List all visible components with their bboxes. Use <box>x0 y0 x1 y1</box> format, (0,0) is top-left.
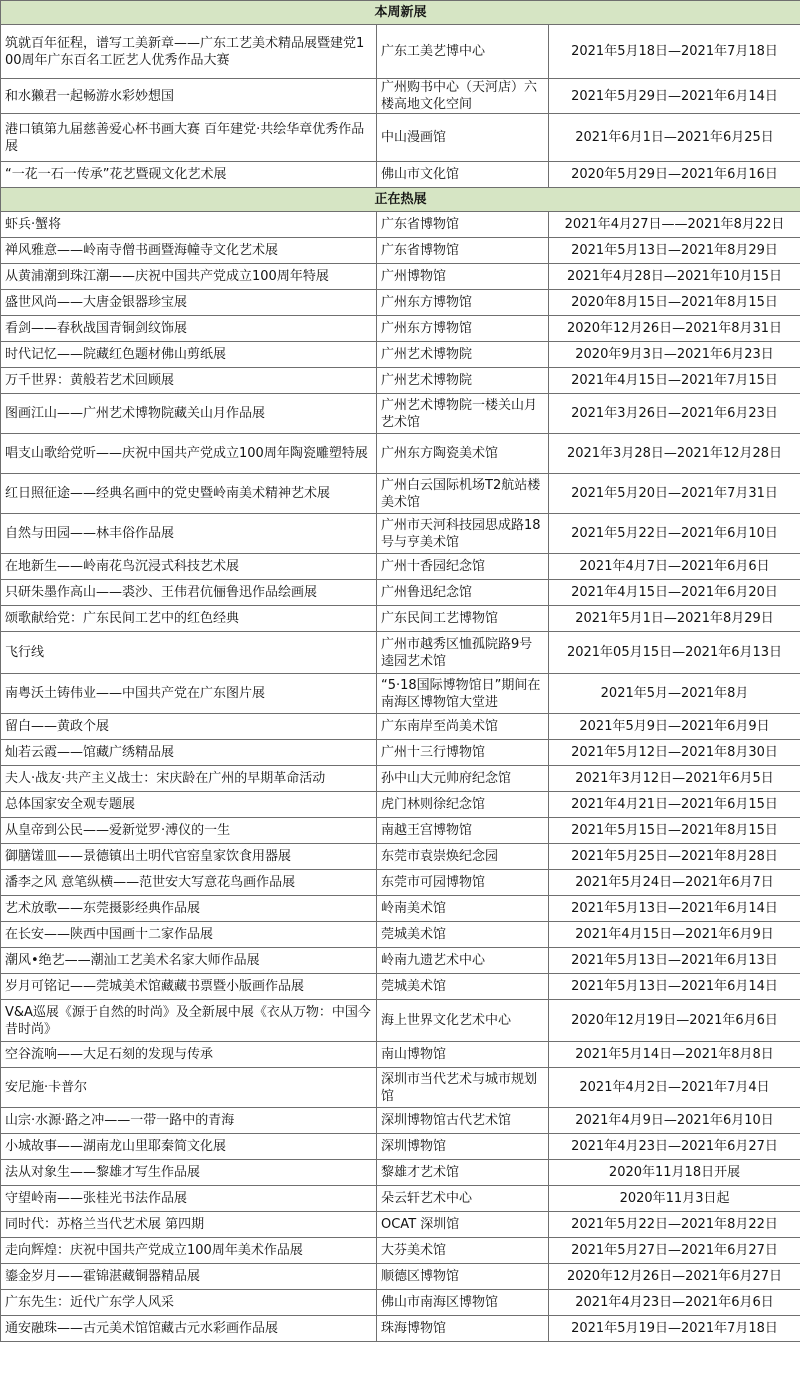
exhibition-name-cell: 虾兵·蟹将 <box>1 212 377 238</box>
table-row <box>1 1108 800 1134</box>
venue-cell: 莞城美术馆 <box>377 922 549 948</box>
date-cell: 2021年5月22日—2021年8月22日 <box>549 1212 800 1238</box>
venue-cell: 深圳博物馆古代艺术馆 <box>377 1108 549 1134</box>
table-row <box>1 1134 800 1160</box>
date-cell: 2021年4月28日—2021年10月15日 <box>549 264 800 290</box>
venue-cell: 广东工美艺博中心 <box>377 25 549 79</box>
table-row <box>1 79 800 114</box>
date-cell: 2021年5月14日—2021年8月8日 <box>549 1042 800 1068</box>
exhibition-name-cell: 唱支山歌给党听——庆祝中国共产党成立100周年陶瓷雕塑特展 <box>1 434 377 474</box>
table-row <box>1 238 800 264</box>
date-cell: 2021年5月13日—2021年8月29日 <box>549 238 800 264</box>
table-row <box>1 714 800 740</box>
date-cell: 2021年3月26日—2021年6月23日 <box>549 394 800 434</box>
exhibition-name-cell: 禅风雅意——岭南寺僧书画暨海幢寺文化艺术展 <box>1 238 377 264</box>
exhibition-name-cell: 艺术放歌——东莞摄影经典作品展 <box>1 896 377 922</box>
table-row <box>1 792 800 818</box>
table-row <box>1 606 800 632</box>
exhibition-name-cell: 港口镇第九届慈善爱心杯书画大赛 百年建党·共绘华章优秀作品展 <box>1 114 377 162</box>
exhibition-name-cell: 小城故事——湖南龙山里耶秦简文化展 <box>1 1134 377 1160</box>
date-cell: 2021年4月15日—2021年6月9日 <box>549 922 800 948</box>
date-cell: 2021年4月9日—2021年6月10日 <box>549 1108 800 1134</box>
date-cell: 2021年4月2日—2021年7月4日 <box>549 1068 800 1108</box>
section-header-row <box>1 188 800 212</box>
table-row <box>1 1042 800 1068</box>
table-row <box>1 766 800 792</box>
table-row <box>1 394 800 434</box>
venue-cell: 珠海博物馆 <box>377 1316 549 1342</box>
venue-cell: 海上世界文化艺术中心 <box>377 1000 549 1042</box>
date-cell: 2021年4月23日—2021年6月27日 <box>549 1134 800 1160</box>
venue-cell: 广州艺术博物院 <box>377 342 549 368</box>
venue-cell: 岭南美术馆 <box>377 896 549 922</box>
table-row <box>1 434 800 474</box>
exhibition-name-cell: 红日照征途——经典名画中的党史暨岭南美术精神艺术展 <box>1 474 377 514</box>
exhibition-name-cell: 空谷流响——大足石刻的发现与传承 <box>1 1042 377 1068</box>
exhibition-name-cell: 看剑——春秋战国青铜剑纹饰展 <box>1 316 377 342</box>
table-row <box>1 474 800 514</box>
date-cell: 2020年5月29日—2021年6月16日 <box>549 162 800 188</box>
venue-cell: 南山博物馆 <box>377 1042 549 1068</box>
exhibition-name-cell: 时代记忆——院藏红色题材佛山剪纸展 <box>1 342 377 368</box>
venue-cell: 广州东方陶瓷美术馆 <box>377 434 549 474</box>
table-row <box>1 674 800 714</box>
table-row <box>1 114 800 162</box>
venue-cell: 广州购书中心（天河店）六楼高地文化空间 <box>377 79 549 114</box>
date-cell: 2021年5月19日—2021年7月18日 <box>549 1316 800 1342</box>
venue-cell: 广州十香园纪念馆 <box>377 554 549 580</box>
section-header-row <box>1 1 800 25</box>
date-cell: 2021年5月20日—2021年7月31日 <box>549 474 800 514</box>
venue-cell: 佛山市南海区博物馆 <box>377 1290 549 1316</box>
exhibition-name-cell: 夫人·战友·共产主义战士：宋庆龄在广州的早期革命活动 <box>1 766 377 792</box>
exhibition-name-cell: 自然与田园——林丰俗作品展 <box>1 514 377 554</box>
date-cell: 2021年4月15日—2021年6月20日 <box>549 580 800 606</box>
date-cell: 2021年5月13日—2021年6月14日 <box>549 974 800 1000</box>
exhibition-name-cell: 筑就百年征程，谱写工美新章——广东工艺美术精品展暨建党100周年广东百名工匠艺人优秀作品大赛 <box>1 25 377 79</box>
table-row <box>1 554 800 580</box>
date-cell: 2021年6月1日—2021年6月25日 <box>549 114 800 162</box>
venue-cell: 佛山市文化馆 <box>377 162 549 188</box>
date-cell: 2020年12月26日—2021年8月31日 <box>549 316 800 342</box>
date-cell: 2021年4月23日—2021年6月6日 <box>549 1290 800 1316</box>
venue-cell: 广州东方博物馆 <box>377 316 549 342</box>
table-row <box>1 1290 800 1316</box>
date-cell: 2020年11月18日开展 <box>549 1160 800 1186</box>
date-cell: 2021年5月25日—2021年8月28日 <box>549 844 800 870</box>
exhibition-name-cell: 守望岭南——张桂光书法作品展 <box>1 1186 377 1212</box>
table-row <box>1 896 800 922</box>
date-cell: 2020年8月15日—2021年8月15日 <box>549 290 800 316</box>
table-row <box>1 1212 800 1238</box>
table-row <box>1 922 800 948</box>
exhibition-name-cell: 通安融珠——古元美术馆馆藏古元水彩画作品展 <box>1 1316 377 1342</box>
exhibition-name-cell: 盛世风尚——大唐金银器珍宝展 <box>1 290 377 316</box>
exhibition-name-cell: 在地新生——岭南花鸟沉浸式科技艺术展 <box>1 554 377 580</box>
venue-cell: 顺德区博物馆 <box>377 1264 549 1290</box>
table-row <box>1 1238 800 1264</box>
venue-cell: 东莞市袁崇焕纪念园 <box>377 844 549 870</box>
table-row <box>1 342 800 368</box>
exhibition-name-cell: 留白——黄政个展 <box>1 714 377 740</box>
venue-cell: 广州市天河科技园思成路18号与亨美术馆 <box>377 514 549 554</box>
exhibition-name-cell: 从黄浦潮到珠江潮——庆祝中国共产党成立100周年特展 <box>1 264 377 290</box>
venue-cell: 广东省博物馆 <box>377 212 549 238</box>
exhibition-name-cell: “一花一石一传承”花艺暨砚文化艺术展 <box>1 162 377 188</box>
exhibition-name-cell: 潘李之风 意笔纵横——范世安大写意花鸟画作品展 <box>1 870 377 896</box>
exhibition-name-cell: 同时代：苏格兰当代艺术展 第四期 <box>1 1212 377 1238</box>
exhibition-name-cell: 颂歌献给党：广东民间工艺中的红色经典 <box>1 606 377 632</box>
date-cell: 2021年5月24日—2021年6月7日 <box>549 870 800 896</box>
venue-cell: 孙中山大元帅府纪念馆 <box>377 766 549 792</box>
date-cell: 2021年3月12日—2021年6月5日 <box>549 766 800 792</box>
table-row <box>1 514 800 554</box>
date-cell: 2021年5月13日—2021年6月13日 <box>549 948 800 974</box>
exhibition-name-cell: 万千世界：黄般若艺术回顾展 <box>1 368 377 394</box>
venue-cell: 大芬美术馆 <box>377 1238 549 1264</box>
venue-cell: 黎雄才艺术馆 <box>377 1160 549 1186</box>
venue-cell: 广东省博物馆 <box>377 238 549 264</box>
table-row <box>1 290 800 316</box>
table-row <box>1 1186 800 1212</box>
venue-cell: 广州东方博物馆 <box>377 290 549 316</box>
table-row <box>1 1264 800 1290</box>
date-cell: 2021年5月12日—2021年8月30日 <box>549 740 800 766</box>
exhibition-name-cell: 鎏金岁月——霍锦湛藏铜器精品展 <box>1 1264 377 1290</box>
section-title: 本周新展 <box>1 1 800 25</box>
table-row <box>1 870 800 896</box>
exhibition-name-cell: 广东先生：近代广东学人风采 <box>1 1290 377 1316</box>
date-cell: 2020年12月19日—2021年6月6日 <box>549 1000 800 1042</box>
venue-cell: 岭南九遗艺术中心 <box>377 948 549 974</box>
table-row <box>1 212 800 238</box>
venue-cell: 南越王宫博物馆 <box>377 818 549 844</box>
table-row <box>1 368 800 394</box>
exhibition-name-cell: 从皇帝到公民——爱新觉罗·溥仪的一生 <box>1 818 377 844</box>
venue-cell: 广州艺术博物院一楼关山月艺术馆 <box>377 394 549 434</box>
exhibition-name-cell: 图画江山——广州艺术博物院藏关山月作品展 <box>1 394 377 434</box>
table-row <box>1 974 800 1000</box>
venue-cell: 东莞市可园博物馆 <box>377 870 549 896</box>
table-row <box>1 948 800 974</box>
exhibition-name-cell: 在长安——陕西中国画十二家作品展 <box>1 922 377 948</box>
table-row <box>1 818 800 844</box>
exhibition-name-cell: 南粤沃土铸伟业——中国共产党在广东图片展 <box>1 674 377 714</box>
date-cell: 2021年5月—2021年8月 <box>549 674 800 714</box>
date-cell: 2021年5月29日—2021年6月14日 <box>549 79 800 114</box>
table-row <box>1 1000 800 1042</box>
date-cell: 2020年11月3日起 <box>549 1186 800 1212</box>
exhibition-name-cell: 灿若云霞——馆藏广绣精品展 <box>1 740 377 766</box>
date-cell: 2020年9月3日—2021年6月23日 <box>549 342 800 368</box>
venue-cell: 广州艺术博物院 <box>377 368 549 394</box>
date-cell: 2021年5月27日—2021年6月27日 <box>549 1238 800 1264</box>
table-row <box>1 162 800 188</box>
table-row <box>1 632 800 674</box>
venue-cell: 中山漫画馆 <box>377 114 549 162</box>
venue-cell: 虎门林则徐纪念馆 <box>377 792 549 818</box>
venue-cell: 广州鲁迅纪念馆 <box>377 580 549 606</box>
exhibition-name-cell: 潮风•绝艺——潮汕工艺美术名家大师作品展 <box>1 948 377 974</box>
date-cell: 2021年5月18日—2021年7月18日 <box>549 25 800 79</box>
date-cell: 2021年05月15日—2021年6月13日 <box>549 632 800 674</box>
date-cell: 2021年5月22日—2021年6月10日 <box>549 514 800 554</box>
venue-cell: 广州市越秀区恤孤院路9号逵园艺术馆 <box>377 632 549 674</box>
table-row <box>1 1068 800 1108</box>
date-cell: 2021年4月27日——2021年8月22日 <box>549 212 800 238</box>
date-cell: 2021年4月15日—2021年7月15日 <box>549 368 800 394</box>
date-cell: 2021年3月28日—2021年12月28日 <box>549 434 800 474</box>
table-row <box>1 1160 800 1186</box>
exhibition-name-cell: 只研朱墨作高山——裘沙、王伟君伉俪鲁迅作品绘画展 <box>1 580 377 606</box>
date-cell: 2021年5月9日—2021年6月9日 <box>549 714 800 740</box>
venue-cell: 广州白云国际机场T2航站楼美术馆 <box>377 474 549 514</box>
table-row <box>1 580 800 606</box>
exhibition-name-cell: 安尼施·卡普尔 <box>1 1068 377 1108</box>
date-cell: 2021年5月13日—2021年6月14日 <box>549 896 800 922</box>
exhibition-name-cell: 御膳馐皿——景德镇出土明代官窑皇家饮食用器展 <box>1 844 377 870</box>
date-cell: 2021年5月1日—2021年8月29日 <box>549 606 800 632</box>
venue-cell: OCAT 深圳馆 <box>377 1212 549 1238</box>
venue-cell: 广州十三行博物馆 <box>377 740 549 766</box>
date-cell: 2021年5月15日—2021年8月15日 <box>549 818 800 844</box>
table-row <box>1 25 800 79</box>
venue-cell: 广州博物馆 <box>377 264 549 290</box>
exhibition-name-cell: 飞行线 <box>1 632 377 674</box>
date-cell: 2021年4月7日—2021年6月6日 <box>549 554 800 580</box>
venue-cell: 深圳博物馆 <box>377 1134 549 1160</box>
date-cell: 2021年4月21日—2021年6月15日 <box>549 792 800 818</box>
exhibition-name-cell: 和水獭君一起畅游水彩妙想国 <box>1 79 377 114</box>
table-row <box>1 264 800 290</box>
venue-cell: 莞城美术馆 <box>377 974 549 1000</box>
venue-cell: 深圳市当代艺术与城市规划馆 <box>377 1068 549 1108</box>
exhibition-name-cell: 法从对象生——黎雄才写生作品展 <box>1 1160 377 1186</box>
exhibition-name-cell: 走向辉煌：庆祝中国共产党成立100周年美术作品展 <box>1 1238 377 1264</box>
venue-cell: 广东民间工艺博物馆 <box>377 606 549 632</box>
venue-cell: 广东南岸至尚美术馆 <box>377 714 549 740</box>
section-title: 正在热展 <box>1 188 800 212</box>
venue-cell: 朵云轩艺术中心 <box>377 1186 549 1212</box>
exhibition-name-cell: V&A巡展《源于自然的时尚》及全新展中展《衣从万物：中国今昔时尚》 <box>1 1000 377 1042</box>
exhibition-table-body <box>1 1 800 1342</box>
venue-cell: “5·18国际博物馆日”期间在南海区博物馆大堂进 <box>377 674 549 714</box>
exhibition-name-cell: 总体国家安全观专题展 <box>1 792 377 818</box>
date-cell: 2020年12月26日—2021年6月27日 <box>549 1264 800 1290</box>
table-row <box>1 844 800 870</box>
table-row <box>1 1316 800 1342</box>
table-row <box>1 740 800 766</box>
exhibition-name-cell: 山宗·水源·路之冲——一带一路中的青海 <box>1 1108 377 1134</box>
table-row <box>1 316 800 342</box>
exhibition-name-cell: 岁月可铭记——莞城美术馆藏藏书票暨小版画作品展 <box>1 974 377 1000</box>
